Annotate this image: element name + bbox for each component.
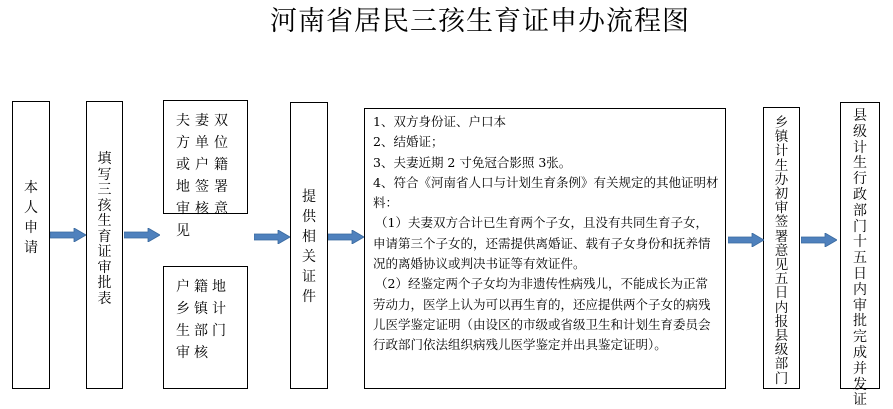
step-work-unit-label: 夫妻双方单位或户籍地签署审核意见 <box>176 113 233 239</box>
step-documents-label: 提供相关证件 <box>302 189 316 305</box>
step-county-label: 县级计生行政部门十五日内审批完成并发证 <box>853 108 867 409</box>
step-apply-box <box>12 101 50 389</box>
materials-item-2: 2、结婚证； <box>373 134 444 150</box>
materials-box <box>364 108 726 389</box>
step-township-box <box>763 107 800 389</box>
step-work-unit-box <box>163 100 248 239</box>
step-household-box <box>163 266 248 389</box>
materials-item-3: 3、夫妻近期 2 寸免冠合影照 3张。 <box>373 154 572 170</box>
step-household-label: 户籍地乡镇计生部门审核 <box>176 279 230 361</box>
step-documents-box <box>290 102 328 389</box>
materials-item-1: 1、双方身份证、户口本 <box>373 114 506 129</box>
materials-item-4: 4、符合《河南省人口与计划生育条例》有关规定的其他证明材料： <box>373 174 719 211</box>
materials-item-4-1: （1）夫妻双方合计已生育两个子女，且没有共同生育子女，申请第三个子女的，还需提供离婚证、载有子女身份和抚养情况的离婚协议或判决书证等有效证件。 <box>373 215 711 272</box>
step-form-box <box>86 101 123 389</box>
step-apply-label: 本人申请 <box>24 180 38 256</box>
arrow-right-icon <box>254 230 290 244</box>
arrow-right-icon <box>801 233 837 247</box>
page-title: 河南省居民三孩生育证申办流程图 <box>270 6 690 37</box>
arrow-right-icon <box>50 228 86 242</box>
arrow-right-icon <box>124 228 160 242</box>
step-township-label: 乡镇计生办初审签署意见五日内报县级部门 <box>774 115 789 387</box>
materials-item-4-2: （2）经鉴定两个子女均为非遗传性病残儿，不能成长为正常劳动力，医学上认为可以再生育的，还应提供两个子女的病残儿医学鉴定证明（由设区的市级或省级卫生和计划生育委员会行政部门依法组织病残儿医学鉴定并出具鉴定证明）。 <box>373 276 711 353</box>
step-county-box <box>840 102 880 409</box>
arrow-right-icon <box>328 230 364 244</box>
step-form-label: 填写三孩生育证审批表 <box>97 151 112 307</box>
arrow-right-icon <box>728 233 764 247</box>
